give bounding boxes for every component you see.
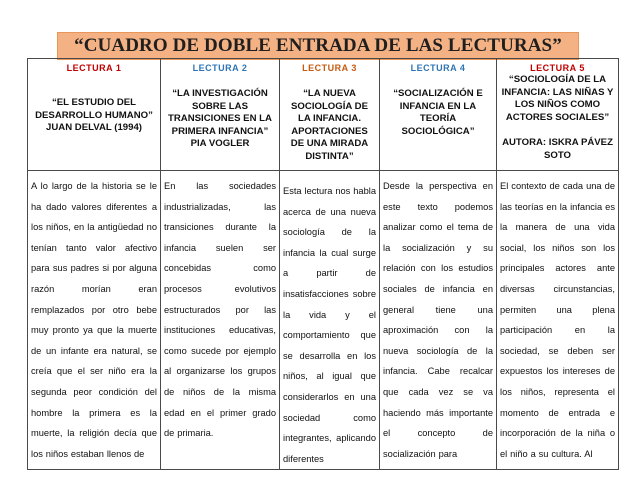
body-cell-lectura-2 bbox=[161, 171, 280, 470]
body-cell-lectura-3 bbox=[280, 171, 380, 470]
body-cell-lectura-1 bbox=[28, 171, 161, 470]
column-body-text: El contexto de cada una de las teorías en la infancia es la manera de una vida social, los niños son los principales actores ante diversas circunstancias, permiten una plena participación en la sociedad, se deben ser expuestos los intereses de los niños, representa el momento de entrada e incorporación de la niña o el niño a su cultura. Al bbox=[500, 181, 615, 459]
comparison-table bbox=[27, 58, 619, 470]
title-banner bbox=[57, 32, 579, 60]
column-body-text: Esta lectura nos habla acerca de una nueva sociología de la infancia la cual surge a partir de insatisfacciones sobre la vida y el comportamiento que se desarrolla en los niños, al igual que considerarlos en una sociedad como integrantes, aplicando diferentes bbox=[283, 186, 376, 464]
column-label: LECTURA 5 bbox=[530, 63, 585, 73]
column-title: “SOCIOLOGÍA DE LA INFANCIA: LAS NIÑAS Y LOS NIÑOS COMO ACTORES SOCIALES” AUTORA: ISKRA PÁVEZ SOTO bbox=[501, 74, 614, 161]
column-label: LECTURA 4 bbox=[410, 63, 466, 73]
body-cell-lectura-4 bbox=[380, 171, 497, 470]
header-cell-lectura-1 bbox=[28, 59, 161, 171]
column-body-text: Desde la perspectiva en este texto podemos analizar como el tema de la socialización y su relación con los estudios sociales de infancia en general tiene una aproximación con la nueva sociología de la infancia. Cabe recalcar que cada vez se va haciendo más importante el concepto de socialización para bbox=[383, 181, 493, 459]
column-label: LECTURA 3 bbox=[302, 63, 357, 73]
column-label: LECTURA 1 bbox=[66, 63, 122, 73]
column-title: “LA INVESTIGACIÓN SOBRE LAS TRANSICIONES EN LA PRIMERA INFANCIA” PIA VOGLER bbox=[168, 88, 272, 150]
column-body-text: A lo largo de la historia se le ha dado valores diferentes a los niños, en la antigüedad no tenían tanto valor afectivo para sus padres si por alguna razón morían eran remplazados por otro bebe muy pronto ya que la muerte de un infante era natural, se creía que el ser niño era la segunda peor condición del hombre la primera es la muerte, la religión decía que los niños estaban llenos de bbox=[31, 181, 157, 459]
column-title: “SOCIALIZACIÓN E INFANCIA EN LA TEORÍA SOCIOLÓGICA” bbox=[393, 88, 483, 137]
page-title: “CUADRO DE DOBLE ENTRADA DE LAS LECTURAS” bbox=[74, 35, 562, 56]
body-cell-lectura-5 bbox=[497, 171, 619, 470]
column-label: LECTURA 2 bbox=[192, 63, 248, 73]
column-title: “EL ESTUDIO DEL DESARROLLO HUMANO” JUAN DELVAL (1994) bbox=[35, 97, 153, 134]
column-body-text: En las sociedades industrializadas, las transiciones durante la infancia suelen ser concebidas como procesos evolutivos estructurados por las instituciones educativas, como sucede por ejemplo al organizarse los grupos de niños de la misma edad en el primer grado de primaria. bbox=[164, 181, 276, 439]
header-cell-lectura-2 bbox=[161, 59, 280, 171]
column-title: “LA NUEVA SOCIOLOGÍA DE LA INFANCIA. APORTACIONES DE UNA MIRADA DISTINTA” bbox=[290, 88, 369, 162]
header-row bbox=[28, 59, 619, 171]
header-cell-lectura-4 bbox=[380, 59, 497, 171]
header-cell-lectura-5 bbox=[497, 59, 619, 171]
body-row bbox=[28, 171, 619, 470]
header-cell-lectura-3 bbox=[280, 59, 380, 171]
